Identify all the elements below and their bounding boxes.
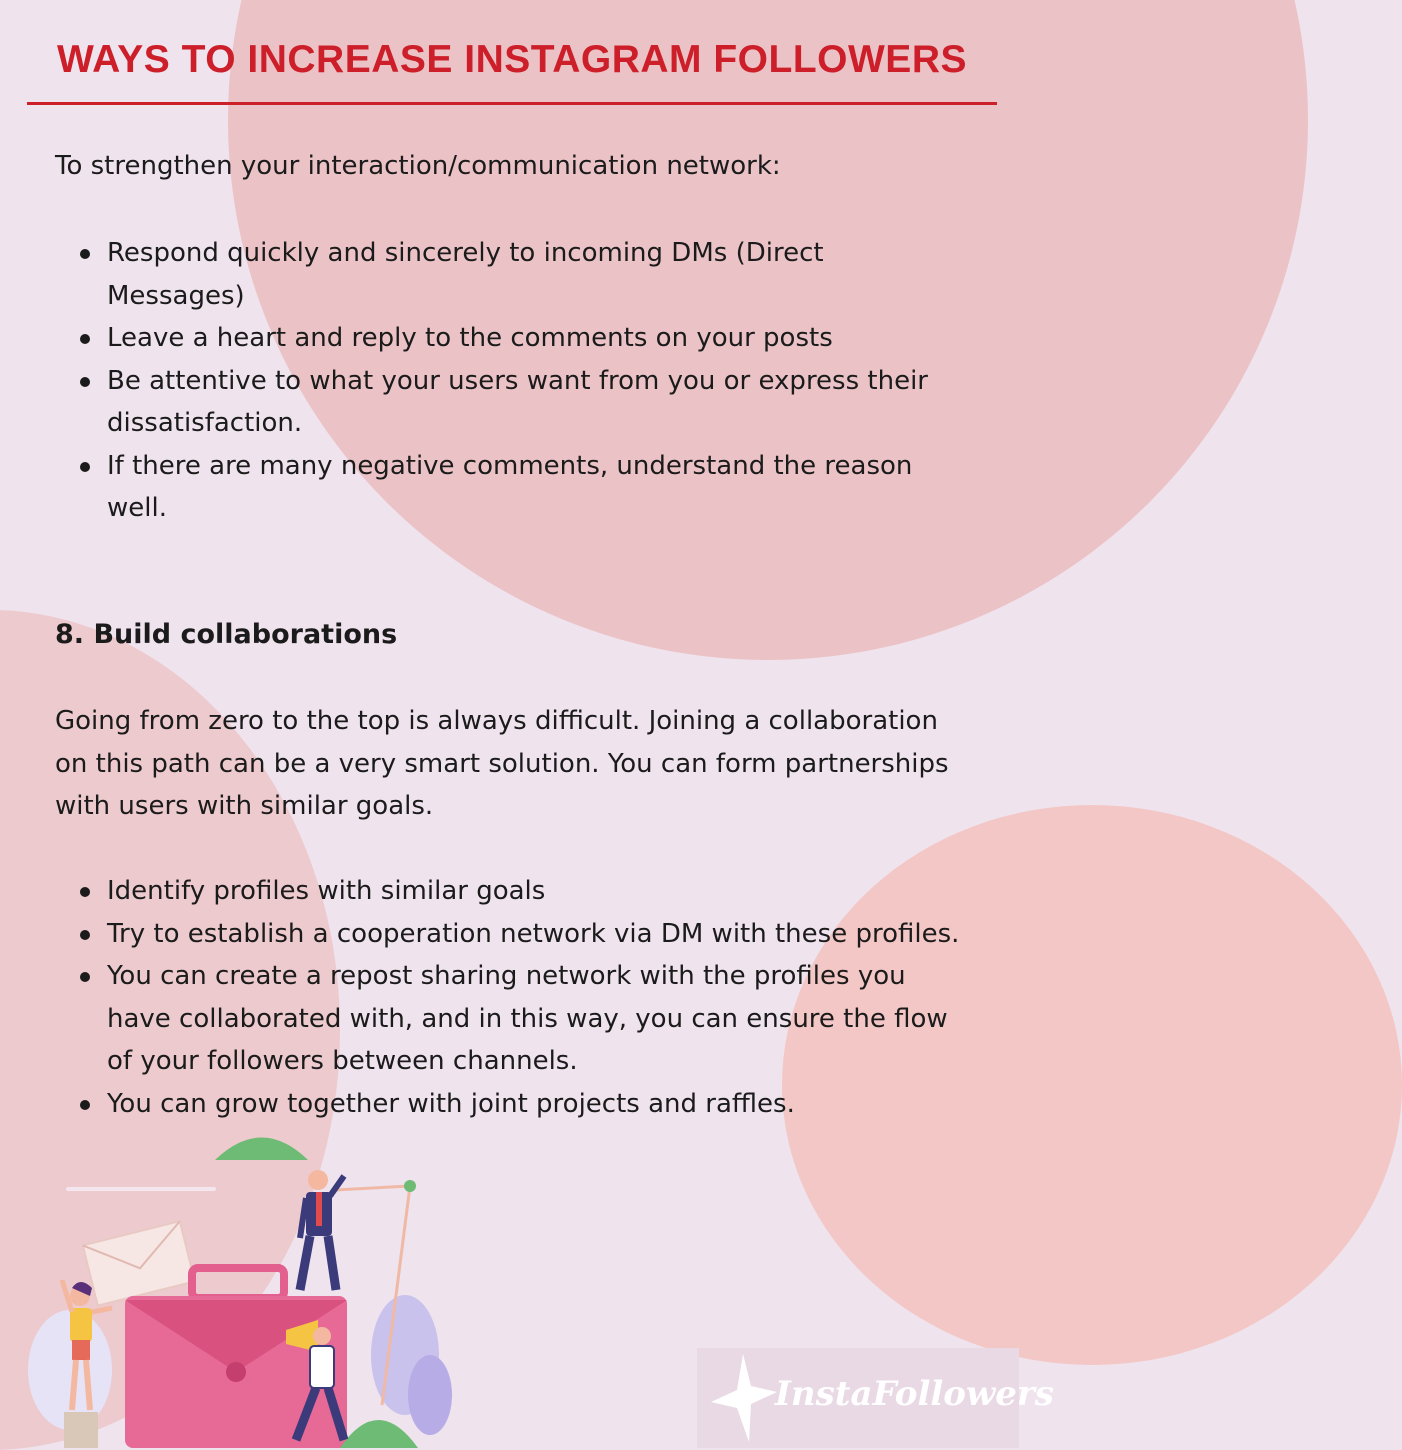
man-standing-figure [300,1170,344,1290]
list-item: You can grow together with joint projects and raffles. [55,1083,965,1126]
green-dome-top [215,1138,308,1161]
list-item: If there are many negative comments, understand the reason well. [55,445,965,530]
logo-text: InstaFollowers [775,1374,1054,1414]
bullet-icon [80,249,90,259]
collaboration-illustration [0,1120,460,1448]
intro-text: To strengthen your interaction/communication network: [55,151,781,181]
bullet-icon [80,930,90,940]
brand-logo [697,1348,1054,1448]
plant-right-2 [408,1355,452,1435]
bullet-icon [80,462,90,472]
list-item: Identify profiles with similar goals [55,870,965,913]
title-underline [27,102,997,105]
list-item: Try to establish a cooperation network via DM with these profiles. [55,913,965,956]
pole-knob [404,1180,416,1192]
section-heading: 8. Build collaborations [55,619,398,650]
star-logo-icon [709,1352,779,1444]
list-item: Respond quickly and sincerely to incoming DMs (Direct Messages) [55,232,965,317]
envelope-icon [83,1221,195,1305]
page-title: WAYS TO INCREASE INSTAGRAM FOLLOWERS [57,38,967,81]
ground-line [66,1187,216,1191]
list-item: You can create a repost sharing network with the profiles you have collaborated with, and in this way, you can ensure the flow of your followers between channels. [55,955,965,1083]
collaboration-bullet-list [55,870,965,1125]
list-item: Be attentive to what your users want from you or express their dissatisfaction. [55,360,965,445]
interaction-bullet-list [55,232,965,530]
section-paragraph: Going from zero to the top is always difficult. Joining a collaboration on this path can be a very smart solution. You can form partnerships with users with similar goals. [55,706,949,821]
green-dome-bottom [340,1420,418,1448]
bullet-icon [80,887,90,897]
pole-top [335,1186,410,1190]
bullet-icon [80,972,90,982]
list-item: Leave a heart and reply to the comments on your posts [55,317,965,360]
bullet-icon [80,334,90,344]
bullet-icon [80,1100,90,1110]
bullet-icon [80,377,90,387]
